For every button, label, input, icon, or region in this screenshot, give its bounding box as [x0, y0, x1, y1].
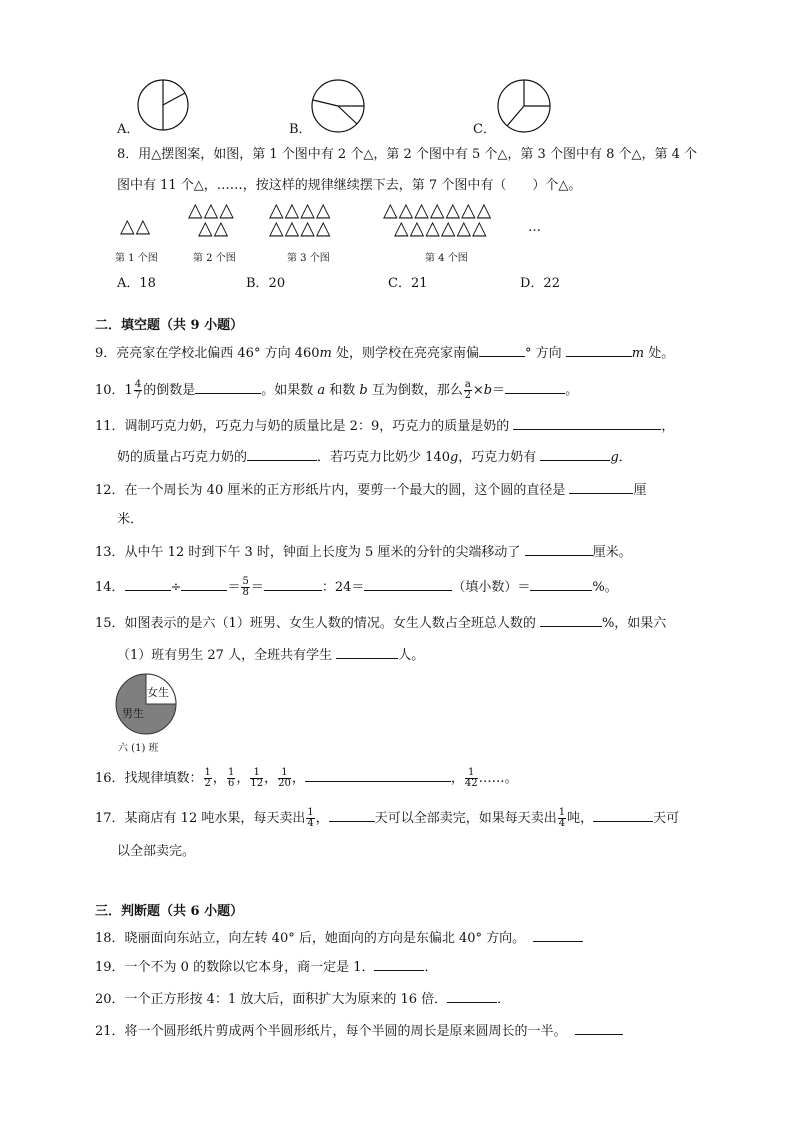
q12-line1: 12．在一个周长为 40 厘米的正方形纸片内，要剪一个最大的圆，这个圆的直径是 厘 — [95, 483, 647, 498]
pie-chart-class — [114, 672, 178, 736]
q18-blank[interactable] — [533, 929, 583, 942]
q17-blank-days1[interactable] — [329, 809, 375, 822]
q10-blank-product[interactable] — [505, 381, 565, 394]
q18: 18．晓丽面向东站立，向左转 40° 后，她面向的方向是东偏北 40° 方向。 — [95, 929, 583, 947]
circle-figure-b — [310, 78, 366, 134]
option-a-label[interactable]: A． — [117, 122, 140, 137]
q16: 16．找规律填数： $\frac{1}{2}$ ， $\frac{1}{6}$ ， $\frac{1}{12}$ ， $\frac{1}{20}$ ， ， $\frac{1}{42}$ ……。 — [95, 767, 518, 789]
triangle-figure-3-bottom: △△△△ — [269, 217, 332, 239]
q19-blank[interactable] — [374, 958, 424, 971]
circle-figure-a — [136, 78, 190, 132]
q15-blank-percent[interactable] — [540, 614, 602, 627]
ellipsis: … — [528, 220, 541, 235]
q15-line1: 15．如图表示的是六（1）班男、女生人数的情况。女生人数占全班总人数的 %，如果六 — [95, 616, 667, 631]
q17-line2: 以全部卖完。 — [117, 844, 196, 859]
q14-blank-percent[interactable] — [530, 578, 592, 591]
q20-blank[interactable] — [447, 990, 497, 1003]
caption-fig2: 第 2 个图 — [193, 253, 236, 264]
fraction-5-8: $\frac{5}{8}$ — [242, 576, 249, 598]
q11-line1: 11．调制巧克力奶，巧克力与奶的质量比是 2：9，巧克力的质量是奶的 ， — [95, 419, 675, 434]
q12-line2: 米． — [117, 512, 144, 527]
triangle-figure-4-bottom: △△△△△△ — [394, 217, 488, 239]
q14: 14． ÷ ＝ $\frac{5}{8}$ ＝ ：24＝ （填小数）＝ %。 — [95, 576, 618, 598]
q11-blank-ratio[interactable] — [513, 417, 661, 430]
q9-blank-angle[interactable] — [479, 344, 525, 357]
q21-blank[interactable] — [575, 1022, 623, 1035]
q10: 10．1 $\frac{4}{7}$ 的倒数是 。如果数 a 和数 b 互为倒数，那么 $\frac{a}{2}$ ×b＝ 。 — [95, 379, 579, 401]
q19: 19．一个不为 0 的数除以它本身，商一定是 1． ． — [95, 960, 438, 975]
caption-fig1: 第 1 个图 — [115, 253, 158, 264]
triangle-figure-3-top: △△△△ — [269, 199, 332, 221]
q11-line2: 奶的质量占巧克力奶的 ．若巧克力比奶少 140g，巧克力奶有 g． — [117, 450, 632, 465]
q17-blank-days2[interactable] — [593, 809, 653, 822]
q15-line2: （1）班有男生 27 人，全班共有学生 人。 — [117, 648, 425, 663]
pie-label-boys: 男生 — [122, 707, 144, 720]
caption-fig3: 第 3 个图 — [287, 253, 330, 264]
triangle-figure-1: △△ — [120, 215, 152, 237]
pie-caption: 六 (1) 班 — [118, 743, 159, 754]
q11-blank-percent[interactable] — [247, 448, 317, 461]
fraction-a-2: $\frac{a}{2}$ — [464, 379, 472, 401]
section-title-judge: 三．判断题（共 6 小题） — [95, 904, 244, 919]
q8-option-c[interactable]: C．21 — [388, 276, 428, 291]
triangle-figure-2-bottom: △△ — [198, 217, 230, 239]
q11-blank-mass[interactable] — [540, 448, 610, 461]
q8-option-a[interactable]: A．18 — [117, 276, 156, 291]
q17-line1: 17．某商店有 12 吨水果，每天卖出 $\frac{1}{4}$ ， 天可以全部卖完，如果每天卖出 $\frac{1}{4}$ 吨， 天可 — [95, 807, 680, 829]
q14-blank-decimal[interactable] — [364, 578, 452, 591]
q14-blank-dividend[interactable] — [125, 578, 171, 591]
q8-line1: 8．用△摆图案，如图，第 1 个图中有 2 个△，第 2 个图中有 5 个△，第 3 个图中有 8 个△，第 4 个 — [117, 147, 698, 162]
q13: 13．从中午 12 时到下午 3 时，钟面上长度为 5 厘米的分针的尖端移动了 厘米。 — [95, 545, 632, 560]
q9: 9．亮亮家在学校北偏西 46° 方向 460m 处，则学校在亮亮家南偏 ° 方向 m 处。 — [95, 346, 675, 361]
fraction-4-7: $\frac{4}{7}$ — [134, 379, 142, 401]
q10-blank-reciprocal[interactable] — [195, 381, 261, 394]
option-c-label[interactable]: C． — [473, 122, 496, 137]
q15-blank-total[interactable] — [336, 646, 398, 659]
q13-blank[interactable] — [525, 543, 593, 556]
q12-blank-diameter[interactable] — [569, 481, 633, 494]
q14-blank-ratio[interactable] — [264, 578, 322, 591]
section-title-fill-in: 二．填空题（共 9 小题） — [95, 318, 244, 333]
q9-blank-distance[interactable] — [566, 344, 632, 357]
caption-fig4: 第 4 个图 — [425, 253, 468, 264]
q8-option-d[interactable]: D．22 — [520, 276, 560, 291]
triangle-figure-4-top: △△△△△△△ — [383, 199, 493, 221]
q8-option-b[interactable]: B．20 — [246, 276, 286, 291]
q16-blank[interactable] — [305, 769, 451, 782]
q8-line2: 图中有 11 个△，……，按这样的规律继续摆下去，第 7 个图中有（ ）个△。 — [117, 178, 582, 193]
option-b-label[interactable]: B． — [289, 122, 312, 137]
pie-label-girls: 女生 — [147, 686, 169, 699]
q20: 20．一个正方形按 4：1 放大后，面积扩大为原来的 16 倍． ． — [95, 992, 511, 1007]
q21: 21．将一个圆形纸片剪成两个半圆形纸片，每个半圆的周长是原来圆周长的一半。 — [95, 1022, 623, 1040]
triangle-figure-2-top: △△△ — [188, 199, 235, 221]
circle-figure-c — [496, 78, 552, 134]
q14-blank-divisor[interactable] — [181, 578, 227, 591]
